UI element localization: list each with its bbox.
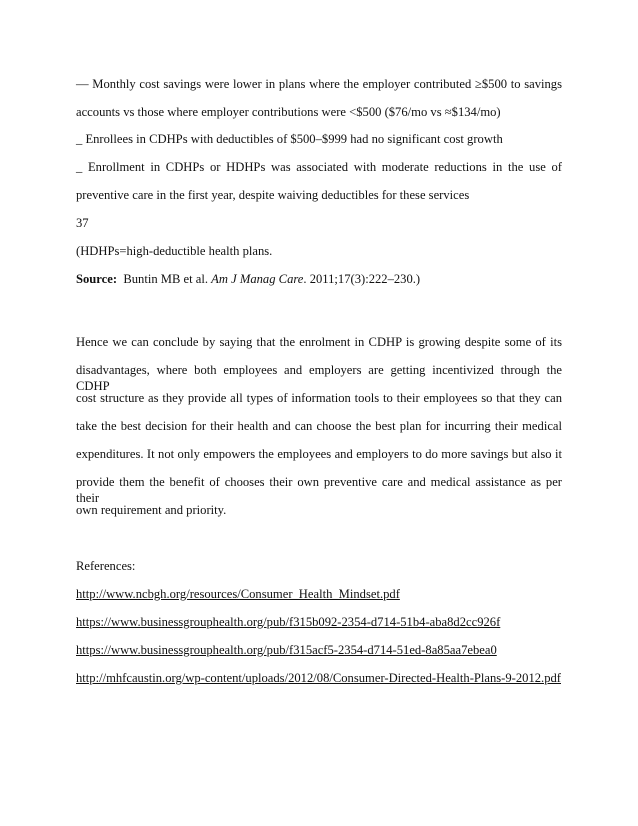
conclusion-line-7: own requirement and priority. xyxy=(76,503,227,517)
conclusion-line-3: cost structure as they provide all types of information tools to their employees so that they can xyxy=(76,391,562,405)
reference-link-4[interactable]: http://mhfcaustin.org/wp-content/uploads/2012/08/Consumer-Directed-Health-Plans-9-2012.pdf xyxy=(76,671,561,685)
reference-link-2[interactable]: https://www.businessgrouphealth.org/pub/f315b092-2354-d714-51b4-aba8d2cc926f xyxy=(76,615,501,629)
bullet-line-3: _ Enrollees in CDHPs with deductibles of $500–$999 had no significant cost growth xyxy=(76,132,503,146)
source-details: . 2011;17(3):222–230.) xyxy=(303,272,421,286)
bullet-line-5: preventive care in the first year, despite waiving deductibles for these services xyxy=(76,188,470,202)
conclusion-line-2: disadvantages, where both employees and employers are getting incentivized through the CDHP xyxy=(76,363,562,393)
conclusion-line-4: take the best decision for their health and can choose the best plan for incurring their medical xyxy=(76,419,562,433)
conclusion-line-1: Hence we can conclude by saying that the enrolment in CDHP is growing despite some of its xyxy=(76,335,562,349)
bullet-line-1: — Monthly cost savings were lower in plans where the employer contributed ≥$500 to savings xyxy=(76,77,562,91)
bullet-line-2: accounts vs those where employer contributions were <$500 ($76/mo vs ≈$134/mo) xyxy=(76,105,501,119)
reference-link-3[interactable]: https://www.businessgrouphealth.org/pub/f315acf5-2354-d714-51ed-8a85aa7ebea0 xyxy=(76,643,497,657)
conclusion-line-6: provide them the benefit of chooses their own preventive care and medical assistance as per their xyxy=(76,475,562,505)
references-heading: References: xyxy=(76,559,136,573)
hdhp-definition: (HDHPs=high-deductible health plans. xyxy=(76,244,273,258)
reference-link-1[interactable]: http://www.ncbgh.org/resources/Consumer_Health_Mindset.pdf xyxy=(76,587,400,601)
page-number-37: 37 xyxy=(76,216,89,230)
source-authors: Buntin MB et al. xyxy=(123,272,209,286)
bullet-line-4: _ Enrollment in CDHPs or HDHPs was associated with moderate reductions in the use of xyxy=(76,160,562,174)
source-citation xyxy=(76,271,420,287)
conclusion-line-5: expenditures. It not only empowers the employees and employers to do more savings but also it xyxy=(76,447,562,461)
source-label: Source: xyxy=(76,272,118,286)
source-journal: Am J Manag Care xyxy=(211,272,304,286)
